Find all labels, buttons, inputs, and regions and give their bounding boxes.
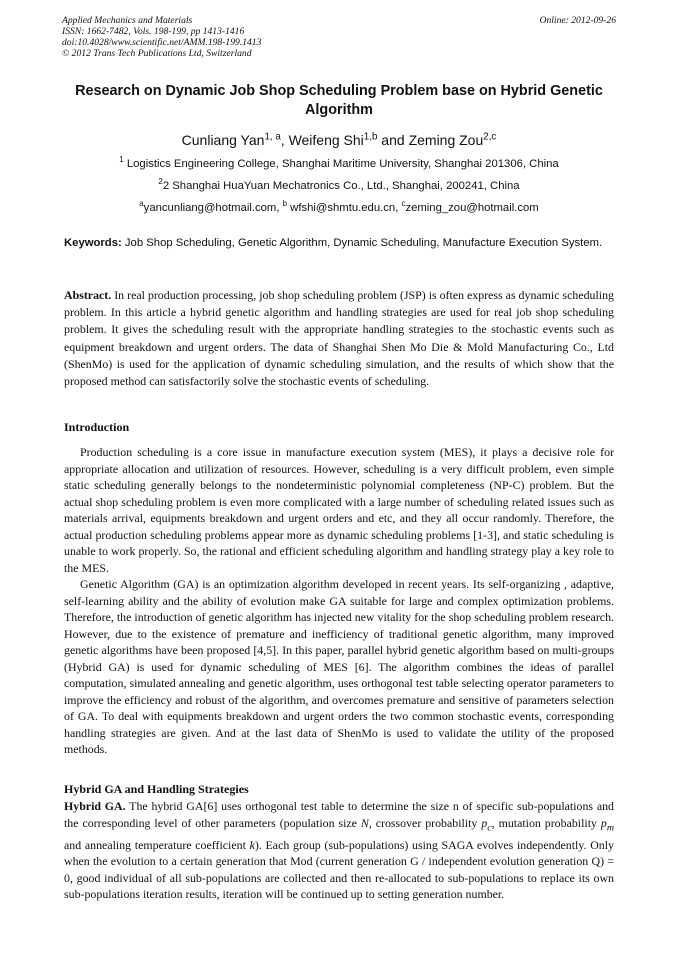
body-text: and annealing temperature coefficient xyxy=(64,837,250,852)
math-symbol: p xyxy=(600,815,607,830)
math-symbol: p xyxy=(481,815,488,830)
introduction-heading: Introduction xyxy=(64,420,130,434)
email-address[interactable]: wfshi@shmtu.edu.cn, xyxy=(287,202,402,214)
email-address[interactable]: zeming_zou@hotmail.com xyxy=(405,202,539,214)
copyright-line: © 2012 Trans Tech Publications Ltd, Switzerland xyxy=(62,48,252,59)
introduction-paragraph-2: Genetic Algorithm (GA) is an optimization algorithm developed in recent years. Its self-organizing , adaptive, self-learning ability and the ability of evolution make GA suitable for large and complex optimization problems. Therefore, the introduction of genetic algorithm has injected new vitality for the shop scheduling problem research. However, due to the existence of premature and inefficiency of traditional genetic algorithm, many improved genetic algorithms have been proposed [4,5]. In this paper, parallel hybrid genetic algorithm based on multi-groups (Hybrid GA) is used for dynamic scheduling of MES [6]. The algorithm combines the ideas of parallel computation, simulated annealing and genetic algorithm, uses orthogonal test table selecting operator parameters to improve the efficiency and robust of the algorithm, and overcomes premature and sensitive of parameters selection of GA. To deal with equipments breakdown and urgent orders the two common stochastic events, corresponding handling strategies are given. And at the last data of ShenMo is used to validate the utility of the proposed methods. xyxy=(64,577,614,756)
email-line xyxy=(0,201,678,215)
math-symbol: N xyxy=(360,815,369,830)
affiliation-text: 2 Shanghai HuaYuan Mechatronics Co., Ltd., Shanghai, 200241, China xyxy=(162,180,520,192)
email-address[interactable]: yancunliang@hotmail.com, xyxy=(143,202,283,214)
introduction-paragraph-1: Production scheduling is a core issue in manufacture execution system (MES), it plays a decisive role for appropriate allocation and utilization of resources. However, scheduling is a very difficult problem, even simple static scheduling generally belongs to the nondeterministic polynomial completeness (NP-C) problem. But the actual shop scheduling problem is even more complicated with a large number of scheduling related issues such as materials arrival, equipments breakdown and urgent orders and etc, and they all occur randomly. Therefore, the actual production scheduling problems appear more as dynamic scheduling problems [1-3], and static scheduling is unable to work properly. So, the rational and efficient scheduling algorithm and handling strategy play a key role to the MES. xyxy=(64,445,614,575)
author-affiliation-mark: 1, a xyxy=(264,131,281,143)
abstract-label: Abstract. xyxy=(64,288,112,302)
email-mark: b xyxy=(282,199,288,209)
hybrid-ga-paragraph xyxy=(64,798,614,903)
affiliation-text: Logistics Engineering College, Shanghai Maritime University, Shanghai 201306, China xyxy=(123,158,559,170)
body-text: , crossover probability xyxy=(368,815,482,830)
email-mark: c xyxy=(401,199,406,209)
math-symbol: c xyxy=(487,821,492,833)
affiliation-mark: 2 xyxy=(158,177,163,187)
abstract xyxy=(64,287,614,390)
math-symbol: m xyxy=(606,821,614,833)
keywords-label: Keywords: xyxy=(64,237,122,249)
math-subscript xyxy=(607,822,614,833)
run-in-heading: Hybrid GA. xyxy=(64,799,126,813)
journal-name: Applied Mechanics and Materials xyxy=(62,15,193,26)
issn-line: ISSN: 1662-7482, Vols. 198-199, pp 1413-1416 xyxy=(62,26,245,37)
author-list xyxy=(0,131,678,149)
author-name: Cunliang Yan xyxy=(181,132,265,148)
introduction-body xyxy=(64,444,614,758)
body-text: The hybrid GA[6] uses orthogonal test table to determine the size n of specific sub-populations and the corresponding level of other parameters (population size xyxy=(64,799,614,830)
email-mark: a xyxy=(139,199,144,209)
author-separator: , xyxy=(280,132,289,148)
author-separator: and xyxy=(377,132,409,148)
author-name: Weifeng Shi xyxy=(288,132,364,148)
paper-title: Research on Dynamic Job Shop Scheduling Problem base on Hybrid Genetic Algorithm xyxy=(75,83,603,118)
abstract-text: In real production processing, job shop scheduling problem (JSP) is often express as dynamic scheduling problem. In this article a hybrid genetic algorithm and handling strategies are used for real job shop scheduling problem. It gives the scheduling result with the appropriate handling strategies to the stochastic events such as equipment breakdown and urgent orders. The data of Shanghai Shen Mo Die & Mold Manufacturing Co., Ltd (ShenMo) is used for the application of dynamic scheduling simulation, and the results of which show that the proposed method can satisfactorily solve the stochastic events of scheduling. xyxy=(64,288,614,389)
affiliation-2 xyxy=(0,179,678,193)
body-text: ). Each group (sub-populations) using SAGA evolves independently. Only when the evolution to a certain generation that Mod (current generation G / independent evolution generation Q) = 0, good individual of all sub-populations are collected and then re-allocated to sub-populations to replace its own sub-populations iteration results, iteration will be continued up to setting generation number. xyxy=(64,837,614,902)
body-text: , mutation probability xyxy=(491,815,601,830)
affiliation-1 xyxy=(0,157,678,171)
section-heading-hybrid-ga: Hybrid GA and Handling Strategies xyxy=(64,782,249,796)
online-date: Online: 2012-09-26 xyxy=(539,15,616,26)
author-name: Zeming Zou xyxy=(408,132,484,148)
affiliation-mark: 1 xyxy=(119,155,124,165)
author-affiliation-mark: 1,b xyxy=(363,131,378,143)
doi-line[interactable]: doi:10.4028/www.scientific.net/AMM.198-199.1413 xyxy=(62,37,262,48)
keywords xyxy=(64,236,614,252)
keywords-text: Job Shop Scheduling, Genetic Algorithm, Dynamic Scheduling, Manufacture Execution System. xyxy=(121,237,603,249)
author-affiliation-mark: 2,c xyxy=(483,131,497,143)
math-symbol: k xyxy=(249,837,255,852)
journal-header xyxy=(62,15,616,59)
